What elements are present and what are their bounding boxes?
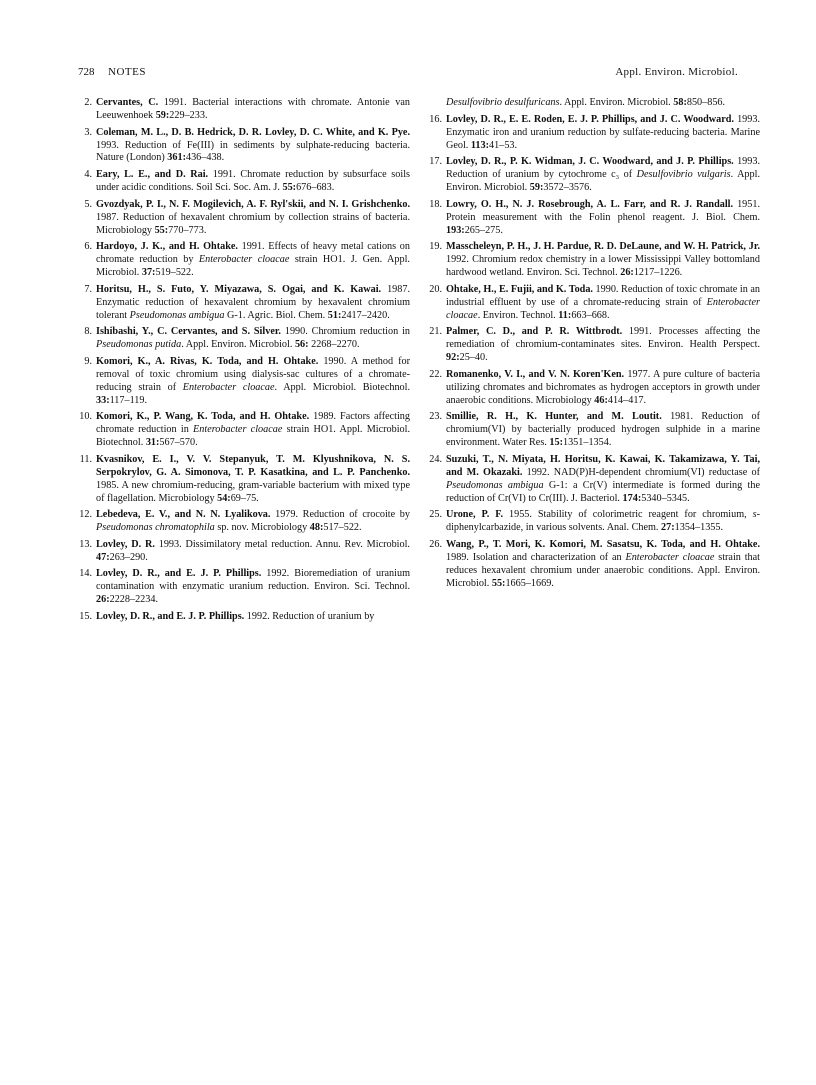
reference-item [428,114,760,153]
section-title: NOTES [108,66,146,78]
reference-item [78,539,410,565]
volume: 174: [622,492,642,504]
volume: 361: [167,152,186,164]
reference-number: 16. [429,113,442,125]
reference-item [428,199,760,238]
reference-pages: 517–522. [323,522,362,534]
reference-authors: Eary, L. E., and D. Rai. [96,169,209,181]
reference-number: 7. [84,283,92,295]
reference-text: 1991. Effects of heavy metal cations on chromate reduction by [96,241,410,266]
reference-item [78,568,410,607]
reference-authors: Lebedeva, E. V., and N. N. Lyalikova. [96,509,271,521]
reference-authors: Palmer, C. D., and P. R. Wittbrodt. [446,326,623,338]
reference-text: . Appl. Environ. Microbiol. [446,169,761,194]
reference-text: 1993. Reduction of Fe(III) in sediments by sulphate-reducing bacteria. Nature (London) [96,139,410,164]
reference-text: strain HO1. J. Gen. Appl. Microbiol. [96,254,410,279]
reference-number: 5. [84,198,92,210]
volume: 27: [661,522,675,534]
reference-item [78,411,410,450]
species-name: s [752,509,757,521]
reference-text: 1977. A pure culture of bacteria utilizing chromates and bichromates as hydrogen acceptors in growth under anaerobic conditions. Microbiology [446,368,760,406]
volume: 55: [491,577,506,589]
reference-pages: 5340–5345. [641,492,690,504]
reference-pages: 3572–3576. [543,182,592,194]
reference-pages: 1351–1354. [562,437,612,449]
reference-authors: Wang, P., T. Mori, K. Komori, M. Sasatsu, K. Toda, and H. Ohtake. [446,538,760,550]
reference-number: 25. [429,509,442,521]
reference-pages: 2417–2420. [341,309,390,321]
reference-number: 17. [429,156,442,168]
species-name: Enterobacter cloacae [193,424,283,436]
reference-authors: Lovley, D. R. [96,538,155,550]
reference-text: 1993. Enzymatic iron and uranium reduction by sulfate-reducing bacteria. Marine Geol. [446,113,761,151]
reference-number: 19. [429,241,442,253]
reference-number: 3. [84,126,92,138]
reference-authors: Smillie, R. H., K. Hunter, and M. Loutit. [446,411,662,423]
reference-item [78,169,410,195]
reference-item [428,326,760,365]
reference-text: 1951. Protein measurement with the Folin phenol reagent. J. Biol. Chem. [446,198,761,223]
reference-text: 1990. A method for removal of toxic chromium using dialysis-sac cultures of a chromate-reducing strain of [96,355,411,393]
reference-text: 1993. Reduction of uranium by cytochrome c₃ of [446,156,760,181]
reference-text: strain HO1. Appl. Microbiol. Biotechnol. [96,424,410,449]
volume: 59: [529,182,544,194]
reference-text: . Appl. Environ. Microbiol. [181,339,295,351]
reference-pages: 1217–1226. [633,267,683,279]
reference-authors: Ishibashi, Y., C. Cervantes, and S. Silver. [96,326,281,338]
species-name: Enterobacter cloacae [446,296,760,321]
reference-pages: 1354–1355. [674,522,724,534]
volume: 55: [154,224,169,236]
reference-number: 22. [429,368,442,380]
page-header [78,66,738,82]
reference-item [78,127,410,166]
volume: 54: [217,492,231,504]
reference-pages: 265–275. [464,224,503,236]
volume: 26: [620,267,634,279]
reference-text: 1987. Reduction of hexavalent chromium by collection strains of bacteria. Microbiology [96,211,410,236]
reference-number: 18. [429,198,442,210]
reference-pages: 25–40. [459,352,488,364]
reference-item [428,411,760,450]
reference-authors: Urone, P. F. [446,509,504,521]
reference-text: . Appl. Microbiol. Biotechnol. [274,381,411,393]
volume: 58: [673,97,687,108]
reference-pages: 263–290. [109,551,148,563]
reference-pages: 676–683. [296,182,335,194]
reference-number: 13. [79,538,92,550]
volume: 33: [96,394,110,406]
volume: 51: [327,309,342,321]
reference-item [78,326,410,352]
reference-pages: 519–522. [155,267,194,279]
species-name: Pseudomonas putida [96,339,182,351]
species-name: Pseudomonas chromatophila [96,522,215,534]
volume: 113: [470,139,490,151]
reference-text: 1992. Bioremediation of uranium contamination with enzymatic uranium reduction. Environ. Sci. Technol. [96,568,410,593]
reference-authors: Cervantes, C. [96,97,159,108]
reference-authors: Gvozdyak, P. I., N. F. Mogilevich, A. F. Ryl'skii, and N. I. Grishchenko. [96,198,410,210]
reference-text: 1993. Dissimilatory metal reduction. Annu. Rev. Microbiol. [154,538,410,550]
reference-number: 20. [429,283,442,295]
reference-text: 1990. Reduction of toxic chromate in an industrial effluent by use of a chromate-reducing strain of [446,283,760,308]
reference-text: 1955. Stability of colorimetric reagent for chromium, [503,509,753,521]
reference-number: 26. [429,538,442,550]
species-name: Desulfovibrio desulfuricans [446,97,560,108]
reference-authors: Hardoyo, J. K., and H. Ohtake. [96,241,238,253]
species-name: Desulfovibrio vulgaris [636,169,731,181]
reference-authors: Komori, K., P. Wang, K. Toda, and H. Ohtake. [96,411,310,423]
reference-authors: Lovley, D. R., and E. J. P. Phillips. [96,610,245,622]
reference-text: 1992. NAD(P)H-dependent chromium(VI) reductase of [522,466,760,478]
species-name: Pseudomonas ambigua [446,479,544,491]
reference-item [78,509,410,535]
reference-text: 1989. Factors affecting chromate reduction in [96,411,410,436]
reference-text: 1992. Reduction of uranium by [244,610,375,622]
reference-item [78,284,410,323]
volume: 47: [96,551,110,563]
reference-authors: Romanenko, V. I., and V. N. Koren'Ken. [446,368,625,380]
reference-authors: Coleman, M. L., D. B. Hedrick, D. R. Lovley, D. C. White, and K. Pye. [96,126,410,138]
reference-number: 12. [79,509,92,521]
reference-number: 11. [79,453,92,465]
reference-number: 6. [84,241,92,253]
volume: 31: [145,437,160,449]
reference-number: 9. [84,355,92,367]
reference-pages: 567–570. [159,437,198,449]
reference-pages: 41–53. [489,139,518,151]
volume: 11: [558,309,572,321]
reference-number: 10. [79,411,92,423]
reference-text: sp. nov. Microbiology [214,522,310,534]
reference-pages: 770–773. [168,224,207,236]
reference-pages: 2228–2234. [109,594,158,606]
reference-text: strain that reduces hexavalent chromium under anaerobic conditions. Appl. Environ. Microbiol. [446,551,760,589]
reference-text: 1987. Enzymatic reduction of hexavalent chromium by hexavalent chromium tolerant [96,283,411,321]
reference-number: 21. [429,326,442,338]
reference-text: 1992. Chromium redox chemistry in a lower Mississippi Valley bottomland hardwood wetland. Environ. Sci. Technol. [446,254,760,279]
reference-authors: Lowry, O. H., N. J. Rosebrough, A. L. Farr, and R. J. Randall. [446,198,734,210]
reference-item [78,97,410,123]
volume: 193: [446,224,465,236]
reference-number: 15. [79,610,92,622]
reference-authors: Masscheleyn, P. H., J. H. Pardue, R. D. DeLaune, and W. H. Patrick, Jr. [446,241,760,253]
reference-text: 1989. Isolation and characterization of an [446,551,626,563]
reference-text: 1991. Chromate reduction by subsurface soils under acidic conditions. Soil Sci. Soc. Am. J. [96,169,410,194]
reference-item [78,611,410,624]
reference-text: G-1: a Cr(V) intermediate is formed during the reduction of Cr(VI) to Cr(III). J. Bacteriol. [446,479,760,504]
reference-number: 4. [84,169,92,181]
journal-name: Appl. Environ. Microbiol. [615,66,738,78]
reference-number: 23. [429,411,442,423]
reference-text: . Environ. Technol. [477,309,559,321]
reference-text: 1979. Reduction of crocoite by [270,509,410,521]
reference-number: 24. [429,453,442,465]
reference-text: 1991. Processes affecting the remediation of chromium-contaminates sites. Environ. Health Perspect. [446,326,760,351]
reference-authors: Suzuki, T., N. Miyata, H. Horitsu, K. Kawai, K. Takamizawa, Y. Tai, and M. Okazaki. [446,453,760,478]
reference-item [78,199,410,238]
reference-item [428,454,760,506]
reference-authors: Komori, K., A. Rivas, K. Toda, and H. Ohtake. [96,355,319,367]
references-left-column [78,97,410,628]
reference-authors: Ohtake, H., E. Fujii, and K. Toda. [446,283,593,295]
reference-authors: Horitsu, H., S. Futo, Y. Miyazawa, S. Ogai, and K. Kawai. [96,283,382,295]
reference-authors: Lovley, D. R., P. K. Widman, J. C. Woodward, and J. P. Phillips. [446,156,734,168]
reference-pages: 2268–2270. [308,339,360,351]
reference-pages: 117–119. [109,394,148,406]
reference-number: 14. [79,568,92,580]
volume: 37: [141,267,156,279]
volume: 26: [96,594,110,606]
species-name: Enterobacter cloacae [198,254,290,266]
reference-item [428,241,760,280]
species-name: Enterobacter cloacae [182,381,275,393]
reference-pages: 436–438. [185,152,225,164]
reference-authors: Lovley, D. R., E. E. Roden, E. J. P. Phillips, and J. C. Woodward. [446,113,734,125]
references-right-column [428,97,760,594]
volume: 56: [294,339,309,351]
reference-continuation: Desulfovibrio desulfuricans. Appl. Environ. Microbiol. 58:850–856. [446,97,726,108]
reference-item [428,369,760,408]
reference-item [428,156,760,195]
reference-text: 1990. Chromium reduction in [280,326,410,338]
reference-number: 2. [84,97,92,108]
page-number: 728 [78,66,95,78]
volume: 92: [446,352,460,364]
reference-item [428,509,760,535]
reference-pages: 1665–1669. [505,577,554,589]
reference-item [78,241,410,280]
reference-item [428,539,760,591]
reference-text: -diphenylcarbazide, in various solvents. Anal. Chem. [446,509,760,534]
reference-number: 8. [84,326,92,338]
reference-text: 1985. A new chromium-reducing, gram-variable bacterium with mixed type of flagellation. Microbiology [96,479,410,504]
reference-text: 1981. Reduction of chromium(VI) by bacterially produced hydrogen sulphide in a marine environment. Water Res. [446,411,760,449]
reference-pages: 69–75. [230,492,259,504]
volume: 46: [594,394,608,406]
reference-text: 1991. Bacterial interactions with chromate. Antonie van Leeuwenhoek [96,97,410,121]
reference-pages: 414–417. [607,394,647,406]
volume: 59: [155,109,170,121]
reference-authors: Kvasnikov, E. I., V. V. Stepanyuk, T. M. Klyushnikova, N. S. Serpokrylov, G. A. Simonova, T. P. Kasatkina, and L. P. Panchenko. [96,453,410,478]
volume: 55: [282,182,297,194]
reference-pages: 663–668. [571,309,610,321]
reference-text: G-1. Agric. Biol. Chem. [224,309,328,321]
species-name: Enterobacter cloacae [625,551,715,563]
reference-item [78,356,410,408]
volume: 15: [549,437,563,449]
reference-pages: 229–233. [169,109,208,121]
species-name: Pseudomonas ambigua [129,309,225,321]
reference-authors: Lovley, D. R., and E. J. P. Phillips. [96,568,262,580]
reference-item [428,284,760,323]
volume: 48: [309,522,324,534]
reference-item [78,454,410,506]
